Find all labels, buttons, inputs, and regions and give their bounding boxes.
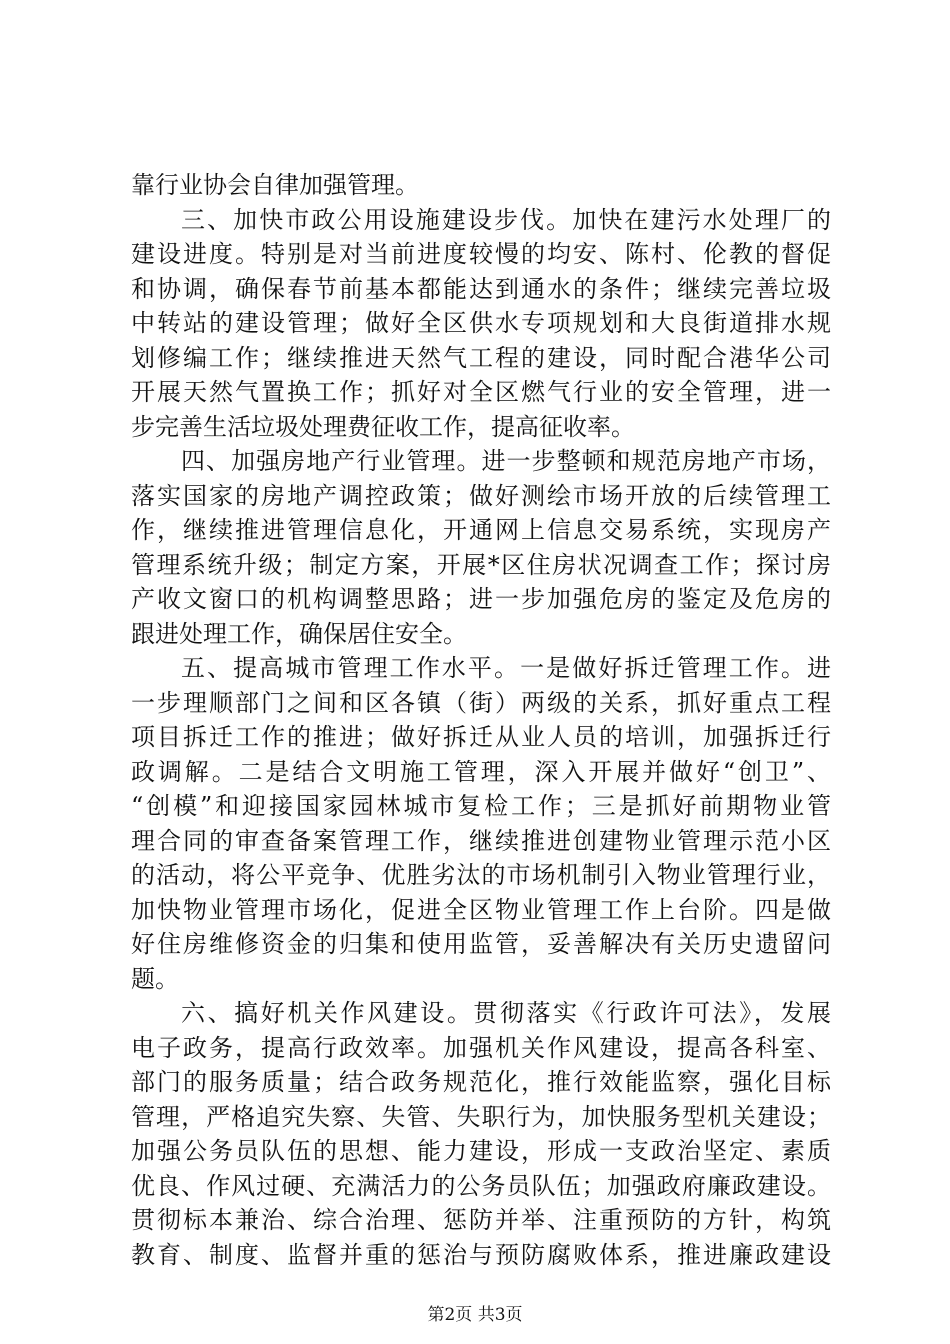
text-line: 四、加强房地产行业管理。进一步整顿和规范房地产市场，	[181, 447, 831, 475]
text-line: 加快物业管理市场化，促进全区物业管理工作上台阶。四是做	[131, 895, 831, 924]
paragraph	[131, 996, 831, 1272]
text-line: 中转站的建设管理；做好全区供水专项规划和大良街道排水规	[131, 309, 831, 337]
text-line: 题。	[131, 964, 179, 993]
text-line: 步完善生活垃圾处理费征收工作，提高征收率。	[131, 412, 635, 441]
text-line: 加强公务员队伍的思想、能力建设，形成一支政治坚定、素质	[131, 1137, 831, 1165]
text-line: 六、搞好机关作风建设。贯彻落实《行政许可法》，发展	[181, 999, 831, 1027]
text-line: 产收文窗口的机构调整思路；进一步加强危房的鉴定及危房的	[131, 585, 831, 613]
text-line: 跟进处理工作，确保居住安全。	[131, 619, 467, 648]
text-line: 政调解。二是结合文明施工管理，深入开展并做好“创卫”、	[131, 757, 831, 786]
document-body	[131, 168, 831, 1272]
text-line: 和协调，确保春节前基本都能达到通水的条件；继续完善垃圾	[131, 274, 831, 303]
text-line: 教育、制度、监督并重的惩治与预防腐败体系，推进廉政建设	[131, 1240, 831, 1269]
text-line: 一步理顺部门之间和区各镇（街）两级的关系，抓好重点工程	[131, 688, 831, 717]
text-line: 部门的服务质量；结合政务规范化，推行效能监察，强化目标	[131, 1068, 831, 1096]
paragraph	[131, 444, 831, 651]
text-line: 五、提高城市管理工作水平。一是做好拆迁管理工作。进	[181, 654, 831, 682]
text-line: 的活动，将公平竞争、优胜劣汰的市场机制引入物业管理行业，	[131, 861, 831, 889]
text-line: 好住房维修资金的归集和使用监管，妥善解决有关历史遗留问	[131, 930, 831, 958]
text-line: 作，继续推进管理信息化，开通网上信息交易系统，实现房产	[131, 516, 831, 544]
text-line: 项目拆迁工作的推进；做好拆迁从业人员的培训，加强拆迁行	[131, 723, 831, 751]
paragraph	[131, 203, 831, 445]
paragraph	[131, 651, 831, 996]
text-line: 管理，严格追究失察、失管、失职行为，加快服务型机关建设；	[131, 1102, 831, 1131]
text-line: 电子政务，提高行政效率。加强机关作风建设，提高各科室、	[131, 1033, 831, 1062]
text-line: 开展天然气置换工作；抓好对全区燃气行业的安全管理，进一	[131, 378, 831, 406]
page-number-footer: 第2页 共3页	[427, 1305, 523, 1325]
text-line: “创模”和迎接国家园林城市复检工作；三是抓好前期物业管	[131, 792, 831, 820]
text-line: 划修编工作；继续推进天然气工程的建设，同时配合港华公司	[131, 343, 831, 372]
text-line: 优良、作风过硬、充满活力的公务员队伍；加强政府廉政建设。	[131, 1171, 831, 1200]
text-line: 贯彻标本兼治、综合治理、惩防并举、注重预防的方针，构筑	[131, 1206, 831, 1234]
text-line: 理合同的审查备案管理工作，继续推进创建物业管理示范小区	[131, 826, 831, 855]
text-line: 落实国家的房地产调控政策；做好测绘市场开放的后续管理工	[131, 481, 831, 510]
text-line: 三、加快市政公用设施建设步伐。加快在建污水处理厂的	[181, 205, 831, 234]
paragraph	[131, 168, 831, 203]
text-line: 建设进度。特别是对当前进度较慢的均安、陈村、伦教的督促	[131, 240, 831, 268]
text-line: 管理系统升级；制定方案，开展*区住房状况调查工作；探讨房	[131, 550, 831, 579]
text-line: 靠行业协会自律加强管理。	[131, 171, 419, 199]
